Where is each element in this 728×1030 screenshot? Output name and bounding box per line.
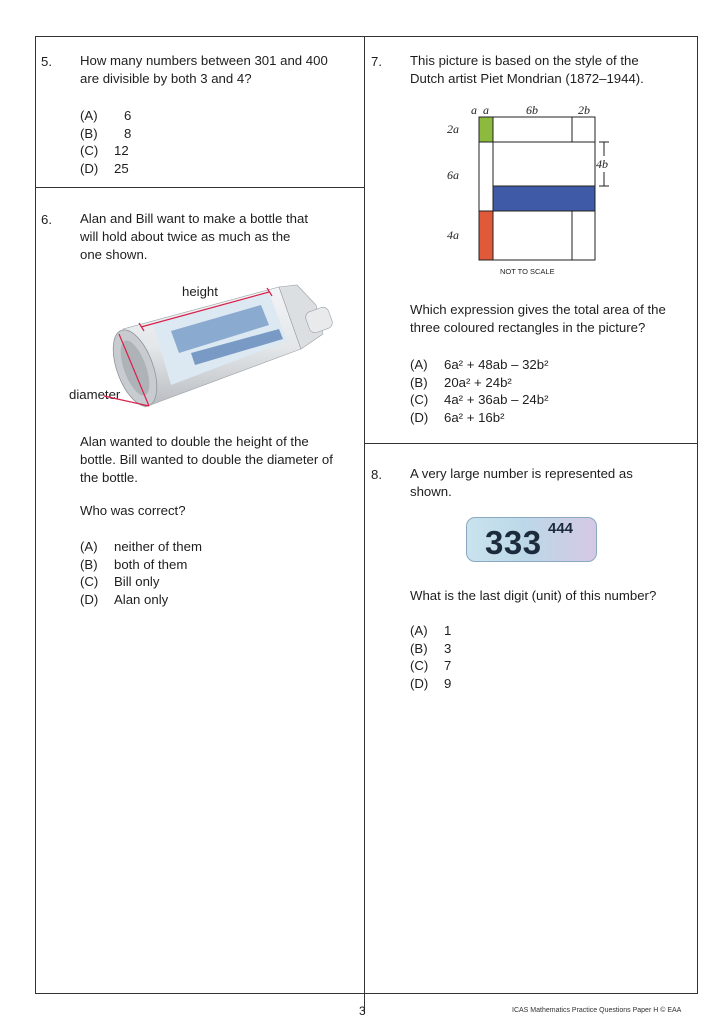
stem-line: A very large number is represented as: [410, 466, 633, 481]
option-letter: (B): [410, 374, 428, 390]
label-4b: 4b: [596, 157, 608, 171]
large-number-badge: [466, 517, 597, 562]
bottle-body: [104, 285, 334, 412]
question-prompt: What is the last digit (unit) of this number?: [410, 588, 657, 603]
number-base: 333: [485, 524, 542, 561]
option-b[interactable]: [80, 125, 131, 143]
question-stem: [410, 465, 633, 501]
option-letter: (B): [80, 125, 98, 141]
options: [410, 622, 451, 692]
option-b[interactable]: [80, 556, 202, 574]
option-c[interactable]: [80, 573, 202, 591]
option-letter: (C): [80, 574, 99, 589]
bottle-image: [101, 279, 337, 414]
options: [80, 107, 131, 177]
option-letter: (A): [410, 357, 428, 372]
option-text: 6: [124, 108, 132, 123]
option-text: 9: [444, 675, 452, 691]
option-c[interactable]: [410, 657, 451, 675]
body-line: bottle. Bill wanted to double the diameter of: [80, 452, 333, 467]
option-text: 25: [114, 160, 129, 176]
option-letter: (A): [80, 539, 98, 554]
options: [410, 356, 548, 426]
option-d[interactable]: [80, 591, 202, 609]
option-text: both of them: [114, 556, 188, 572]
option-letter: (D): [410, 409, 429, 425]
stem-line: one shown.: [80, 247, 148, 262]
option-letter: (C): [410, 392, 429, 407]
option-a[interactable]: [410, 622, 451, 640]
body-line: the bottle.: [80, 470, 138, 485]
option-text: 12: [114, 143, 129, 158]
option-letter: (A): [80, 108, 98, 123]
question-prompt: [410, 301, 666, 337]
option-letter: (C): [80, 143, 99, 158]
option-letter: (A): [410, 623, 428, 638]
red-rect: [479, 211, 493, 260]
footer-credit: ICAS Mathematics Practice Questions Paper H © EAA: [512, 1007, 682, 1014]
blue-rect: [493, 186, 595, 211]
option-letter: (B): [80, 556, 98, 572]
option-text: 1: [444, 623, 452, 638]
page-number: 3: [359, 1004, 366, 1018]
not-to-scale-note: NOT TO SCALE: [500, 267, 555, 276]
number-exponent: 444: [548, 520, 574, 537]
q5-divider: [35, 187, 365, 188]
stem-line: This picture is based on the style of the: [410, 53, 639, 68]
stem-line: are divisible by both 3 and 4?: [80, 71, 252, 86]
stem-line: Dutch artist Piet Mondrian (1872–1944).: [410, 71, 644, 86]
option-text: 3: [444, 640, 452, 656]
option-text: 8: [124, 125, 132, 141]
option-letter: (C): [410, 658, 429, 673]
option-text: Alan only: [114, 591, 169, 607]
label-a: a: [483, 103, 489, 117]
option-d[interactable]: [80, 160, 131, 178]
option-text: Bill only: [114, 574, 160, 589]
option-b[interactable]: [410, 640, 451, 658]
option-letter: (D): [80, 591, 99, 607]
label-2b: 2b: [578, 103, 590, 117]
question-prompt: Who was correct?: [80, 503, 186, 518]
diameter-label: diameter: [69, 387, 121, 402]
stem-line: How many numbers between 301 and 400: [80, 53, 328, 68]
label-6a: 6a: [447, 168, 459, 182]
green-rect: [479, 117, 493, 142]
q7-divider: [364, 443, 698, 444]
label-6b: 6b: [526, 103, 538, 117]
stem-line: Alan and Bill want to make a bottle that: [80, 211, 308, 226]
label-4a: 4a: [447, 228, 459, 242]
option-letter: (D): [410, 675, 429, 691]
stem-line: will hold about twice as much as the: [80, 229, 291, 244]
options: [80, 538, 202, 608]
option-text: 6a² + 16b²: [444, 409, 505, 425]
column-divider: [364, 36, 365, 1014]
option-letter: (B): [410, 640, 428, 656]
option-text: 6a² + 48ab – 32b²: [444, 357, 549, 372]
mondrian-diagram: [440, 100, 620, 278]
option-letter: (D): [80, 160, 99, 176]
question-number: 6.: [41, 212, 52, 227]
label-a: a: [471, 103, 477, 117]
option-a[interactable]: [80, 538, 202, 556]
body-line: Alan wanted to double the height of the: [80, 434, 309, 449]
question-number: 7.: [371, 54, 382, 69]
prompt-line: three coloured rectangles in the picture?: [410, 320, 646, 335]
prompt-line: Which expression gives the total area of the: [410, 302, 666, 317]
option-b[interactable]: [410, 374, 548, 392]
option-text: neither of them: [114, 539, 202, 554]
option-c[interactable]: [410, 391, 548, 409]
label-2a: 2a: [447, 122, 459, 136]
question-body: [80, 433, 333, 487]
option-text: 7: [444, 658, 452, 673]
option-d[interactable]: [410, 675, 451, 693]
question-stem: [80, 52, 328, 88]
height-label: height: [182, 284, 218, 299]
option-d[interactable]: [410, 409, 548, 427]
question-stem: [80, 210, 308, 264]
option-a[interactable]: [410, 356, 548, 374]
option-a[interactable]: [80, 107, 131, 125]
option-text: 20a² + 24b²: [444, 374, 512, 390]
option-text: 4a² + 36ab – 24b²: [444, 392, 549, 407]
question-number: 5.: [41, 54, 52, 69]
option-c[interactable]: [80, 142, 131, 160]
stem-line: shown.: [410, 484, 452, 499]
question-number: 8.: [371, 467, 382, 482]
question-stem: [410, 52, 644, 88]
